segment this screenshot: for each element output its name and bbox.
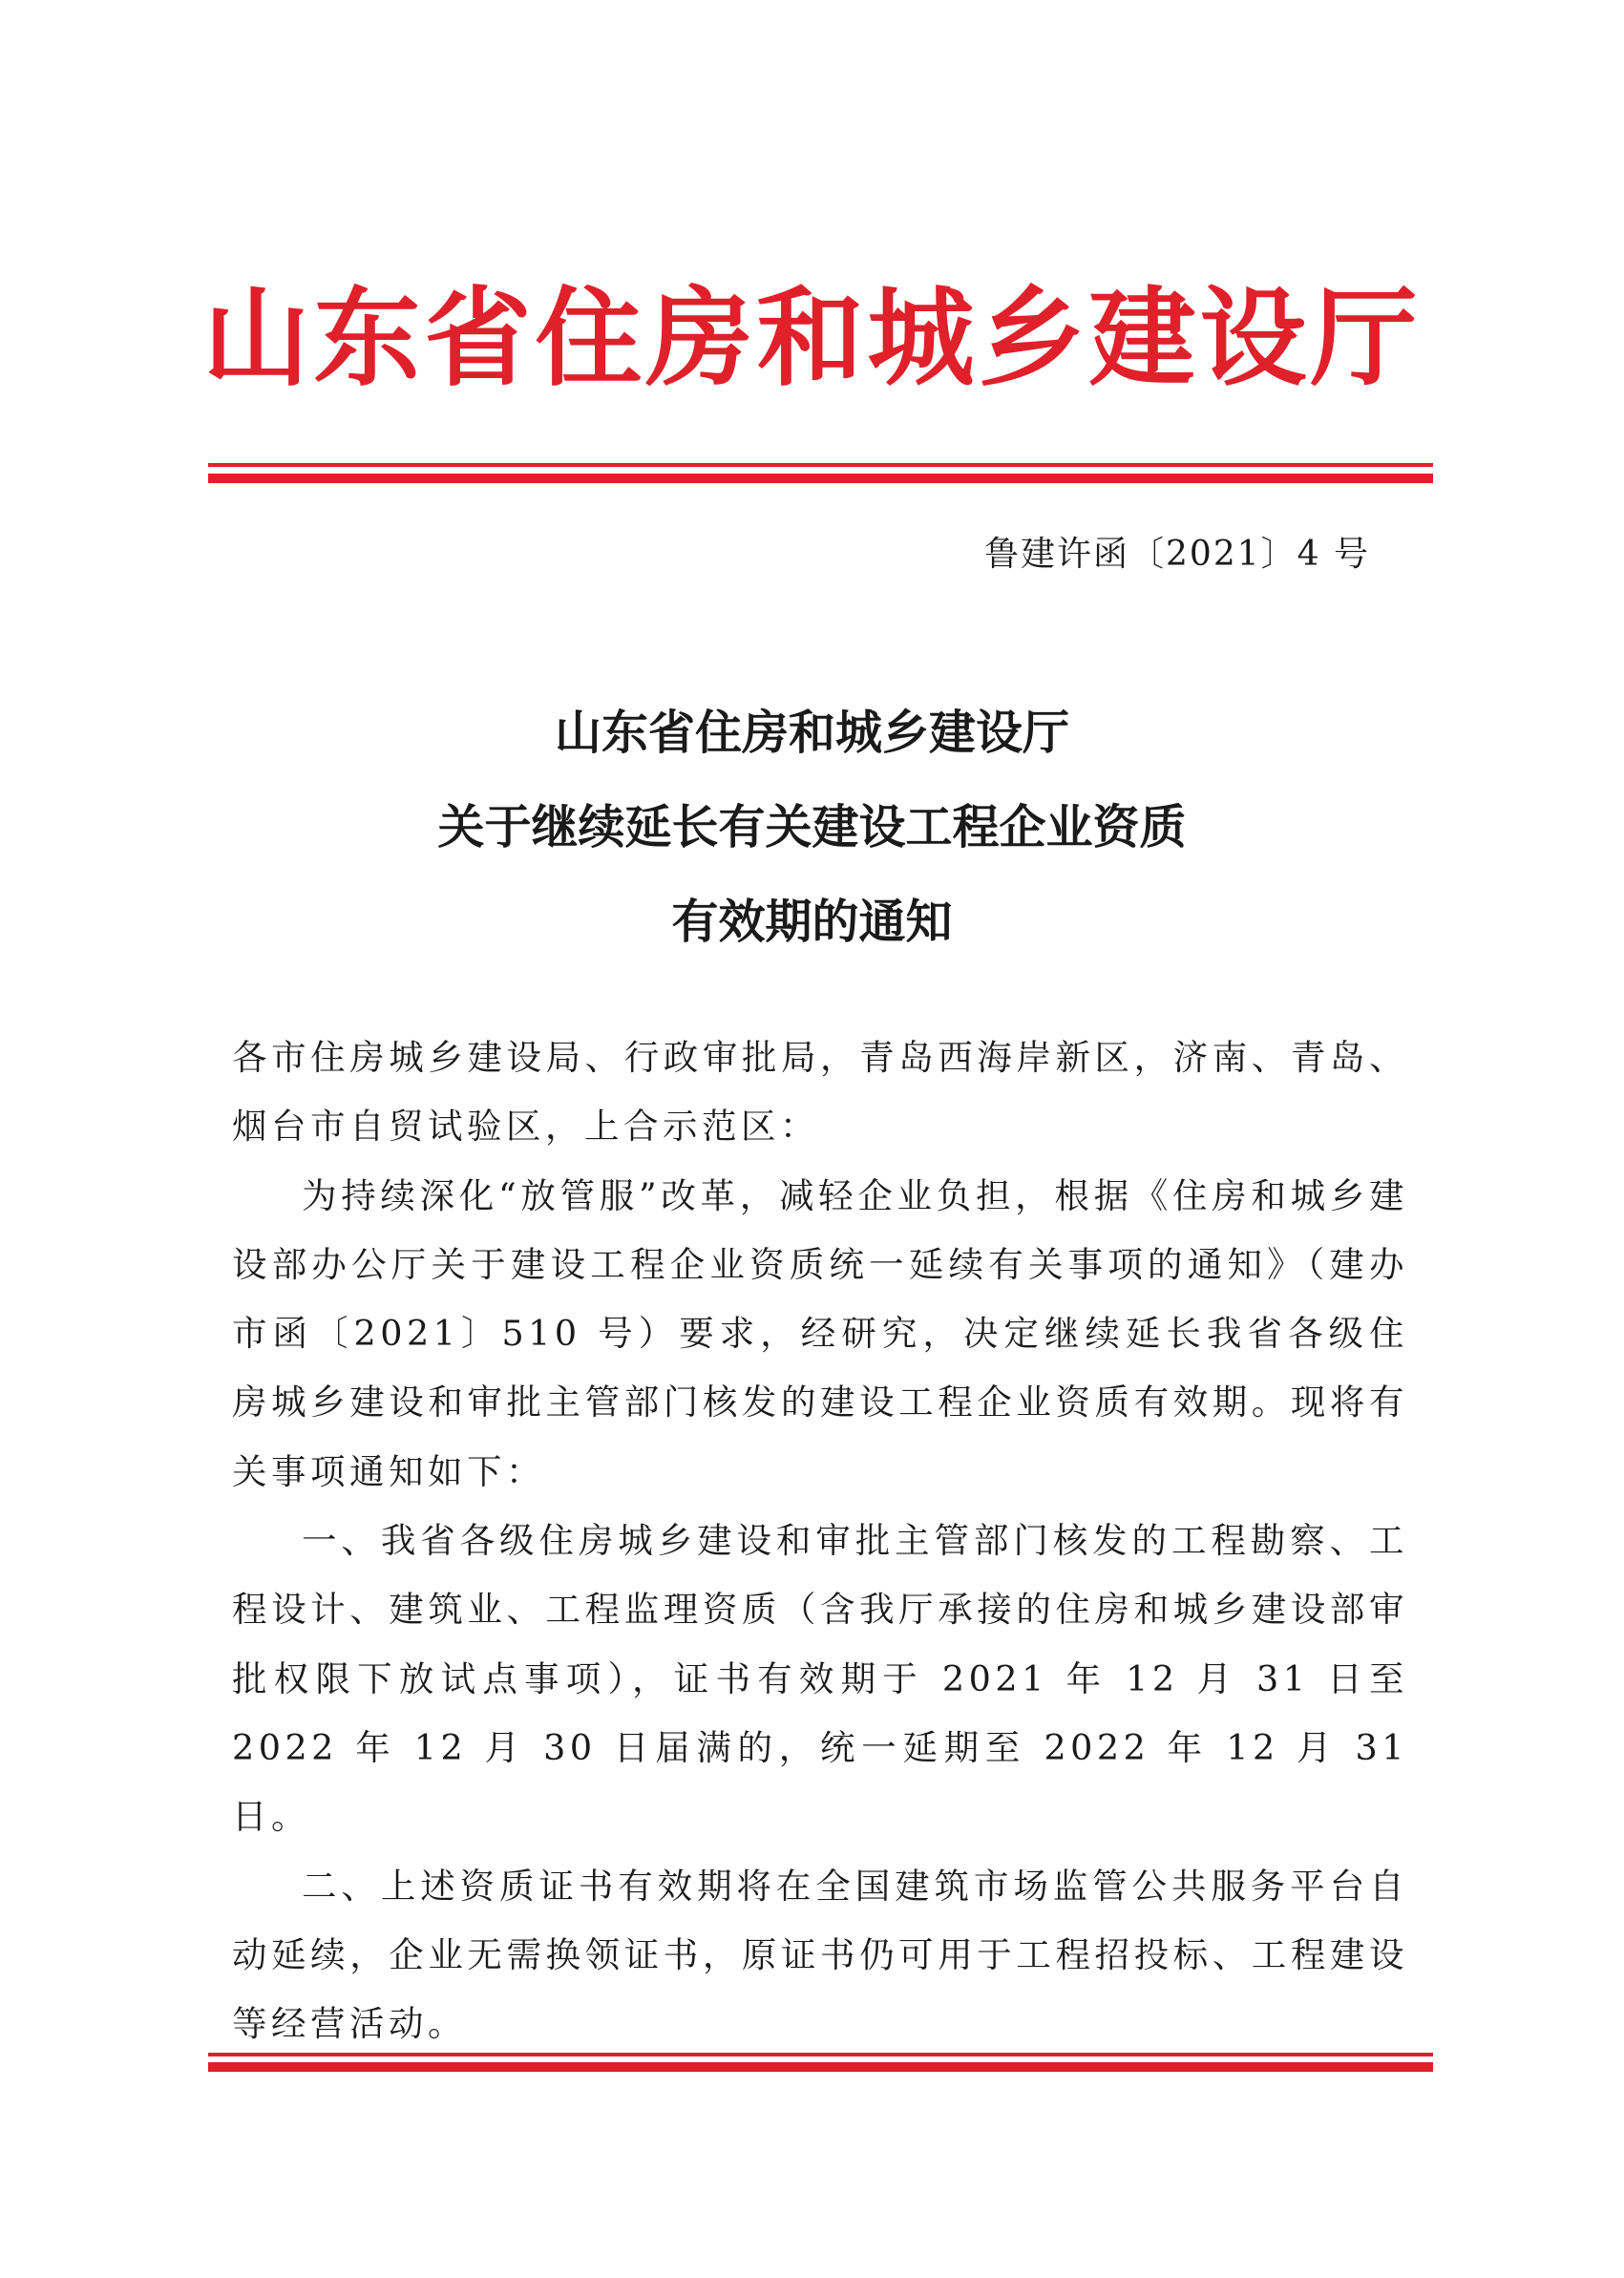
document-number: 鲁建许函〔2021〕4 号 bbox=[984, 535, 1370, 574]
paragraph-intro: 为持续深化“放管服”改革，减轻企业负担，根据《住房和城乡建设部办公厅关于建设工程企业资质统一延续有关事项的通知》（建办市函〔2021〕510 号）要求，经研究，决定继续延长我省各级住房城乡建设和审批主管部门核发的建设工程企业资质有效期。现将有关事项通知如下： bbox=[232, 1174, 1408, 1492]
document-title bbox=[0, 686, 1624, 969]
title-line-2: 关于继续延长有关建设工程企业资质 bbox=[437, 799, 1187, 854]
header-divider-thick bbox=[208, 474, 1433, 483]
title-line-3: 有效期的通知 bbox=[671, 894, 953, 949]
document-body bbox=[232, 1023, 1408, 2058]
footer-divider-thick bbox=[208, 2062, 1433, 2072]
paragraph-item-1: 一、我省各级住房城乡建设和审批主管部门核发的工程勘察、工程设计、建筑业、工程监理资质（含我厅承接的住房和城乡建设部审批权限下放试点事项），证书有效期于 2021 年 12 月 31 日至 2022 年 12 月 30 日届满的，统一延期至 2022 年 12 月 31 日。 bbox=[232, 1520, 1408, 1838]
title-line-1: 山东省住房和城乡建设厅 bbox=[554, 705, 1069, 760]
salutation: 各市住房城乡建设局、行政审批局，青岛西海岸新区，济南、青岛、烟台市自贸试验区，上合示范区： bbox=[232, 1037, 1408, 1148]
paragraph-item-2: 二、上述资质证书有效期将在全国建筑市场监管公共服务平台自动延续，企业无需换领证书，原证书仍可用于工程招投标、工程建设等经营活动。 bbox=[232, 1865, 1408, 2045]
header-divider-thin bbox=[208, 463, 1433, 467]
footer-divider-thin bbox=[208, 2053, 1433, 2057]
agency-masthead: 山东省住房和城乡建设厅 bbox=[202, 276, 1422, 401]
